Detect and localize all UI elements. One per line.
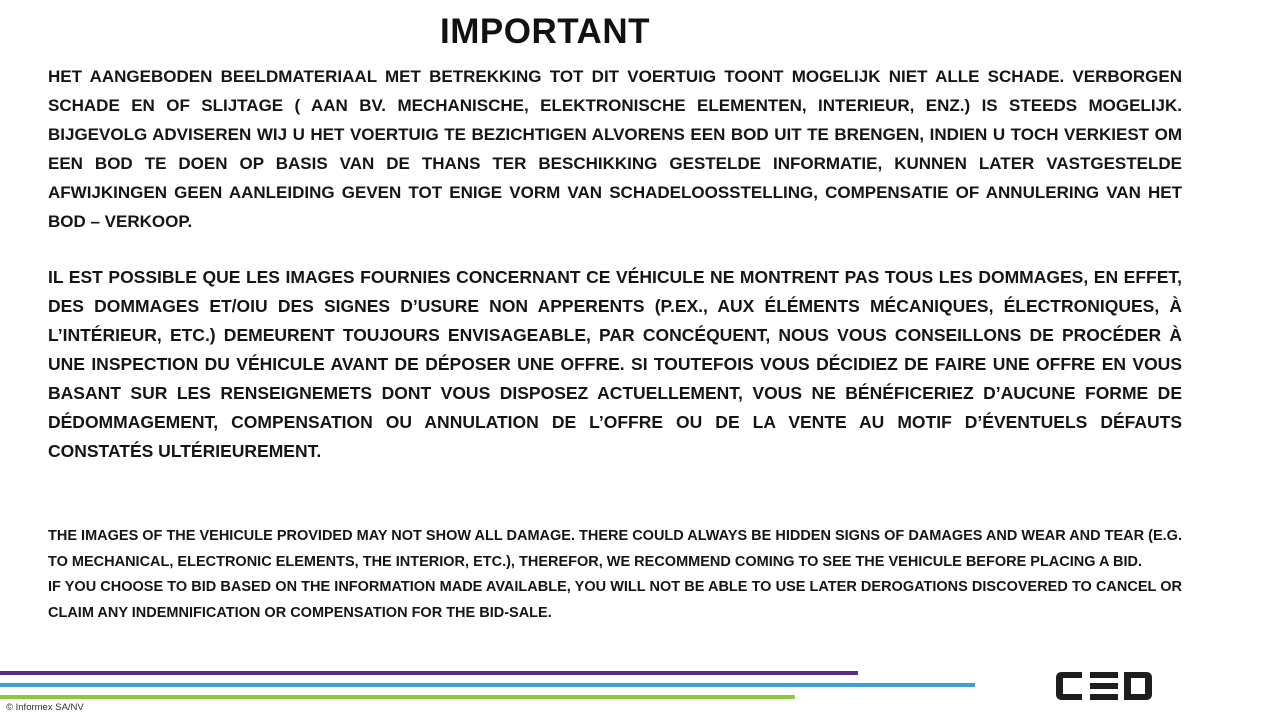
document-title: IMPORTANT <box>440 12 650 51</box>
logo-letter-c <box>1056 672 1082 700</box>
french-disclaimer <box>48 263 1182 466</box>
dutch-disclaimer-text: HET AANGEBODEN BEELDMATERIAAL MET BETREKKING TOT DIT VOERTUIG TOONT MOGELIJK NIET ALLE SCHADE. VERBORGEN SCHADE EN OF SLIJTAGE ( AAN BV. MECHANISCHE, ELEKTRONISCHE ELEMENTEN, INTERIEUR, ENZ.) IS STEEDS MOGELIJK. BIJGEVOLG ADVISEREN WIJ U HET VOERTUIG TE BEZICHTIGEN ALVORENS EEN BOD UIT TE BRENGEN, INDIEN U TOCH VERKIEST OM EEN BOD TE DOEN OP BASIS VAN DE THANS TER BESCHIKKING GESTELDE INFORMATIE, KUNNEN LATER VASTGESTELDE AFWIJKINGEN GEEN AANLEIDING GEVEN TOT ENIGE VORM VAN SCHADELOOSSTELLING, COMPENSATIE OF ANNULERING VAN HET BOD – VERKOOP. <box>48 67 1182 231</box>
logo-letter-e-mid <box>1090 683 1118 689</box>
ced-logo <box>1054 670 1154 702</box>
logo-letter-e-bottom <box>1090 694 1118 700</box>
purple-bar <box>0 671 858 675</box>
copyright-notice: © Informex SA/NV <box>6 702 84 713</box>
english-disclaimer-text-1: THE IMAGES OF THE VEHICULE PROVIDED MAY NOT SHOW ALL DAMAGE. THERE COULD ALWAYS BE HIDDEN SIGNS OF DAMAGES AND WEAR AND TEAR (E.G. TO MECHANICAL, ELECTRONIC ELEMENTS, THE INTERIOR, ETC.), THEREFOR, WE RECOMMEND COMING TO SEE THE VEHICULE BEFORE PLACING A BID. <box>48 528 1182 570</box>
french-disclaimer-text: IL EST POSSIBLE QUE LES IMAGES FOURNIES CONCERNANT CE VÉHICULE NE MONTRENT PAS TOUS LES DOMMAGES, EN EFFET, DES DOMMAGES ET/OIU DES SIGNES D’USURE NON APPERENTS (P.EX., AUX ÉLÉMENTS MÉCANIQUES, ÉLECTRONIQUES, À L’INTÉRIEUR, ETC.) DEMEURENT TOUJOURS ENVISAGEABLE, PAR CONCÉQUENT, NOUS VOUS CONSEILLONS DE PROCÉDER À UNE INSPECTION DU VÉHICULE AVANT DE DÉPOSER UNE OFFRE. SI TOUTEFOIS VOUS DÉCIDIEZ DE FAIRE UNE OFFRE EN VOUS BASANT SUR LES RENSEIGNEMETS DONT VOUS DISPOSEZ ACTUELLEMENT, VOUS NE BÉNÉFICERIEZ D’AUCUNE FORME DE DÉDOMMAGEMENT, COMPENSATION OU ANNULATION DE L’OFFRE OU DE LA VENTE AU MOTIF D’ÉVENTUELS DÉFAUTS CONSTATÉS ULTÉRIEUREMENT. <box>48 267 1182 461</box>
green-bar <box>0 695 795 699</box>
logo-letter-e-top <box>1090 672 1118 678</box>
english-disclaimer-text-2: IF YOU CHOOSE TO BID BASED ON THE INFORMATION MADE AVAILABLE, YOU WILL NOT BE ABLE TO USE LATER DEROGATIONS DISCOVERED TO CANCEL OR CLAIM ANY INDEMNIFICATION OR COMPENSATION FOR THE BID-SALE. <box>48 579 1182 621</box>
logo-letter-d <box>1124 672 1152 700</box>
blue-bar <box>0 683 975 687</box>
dutch-disclaimer <box>48 62 1182 236</box>
english-disclaimer <box>48 524 1182 626</box>
